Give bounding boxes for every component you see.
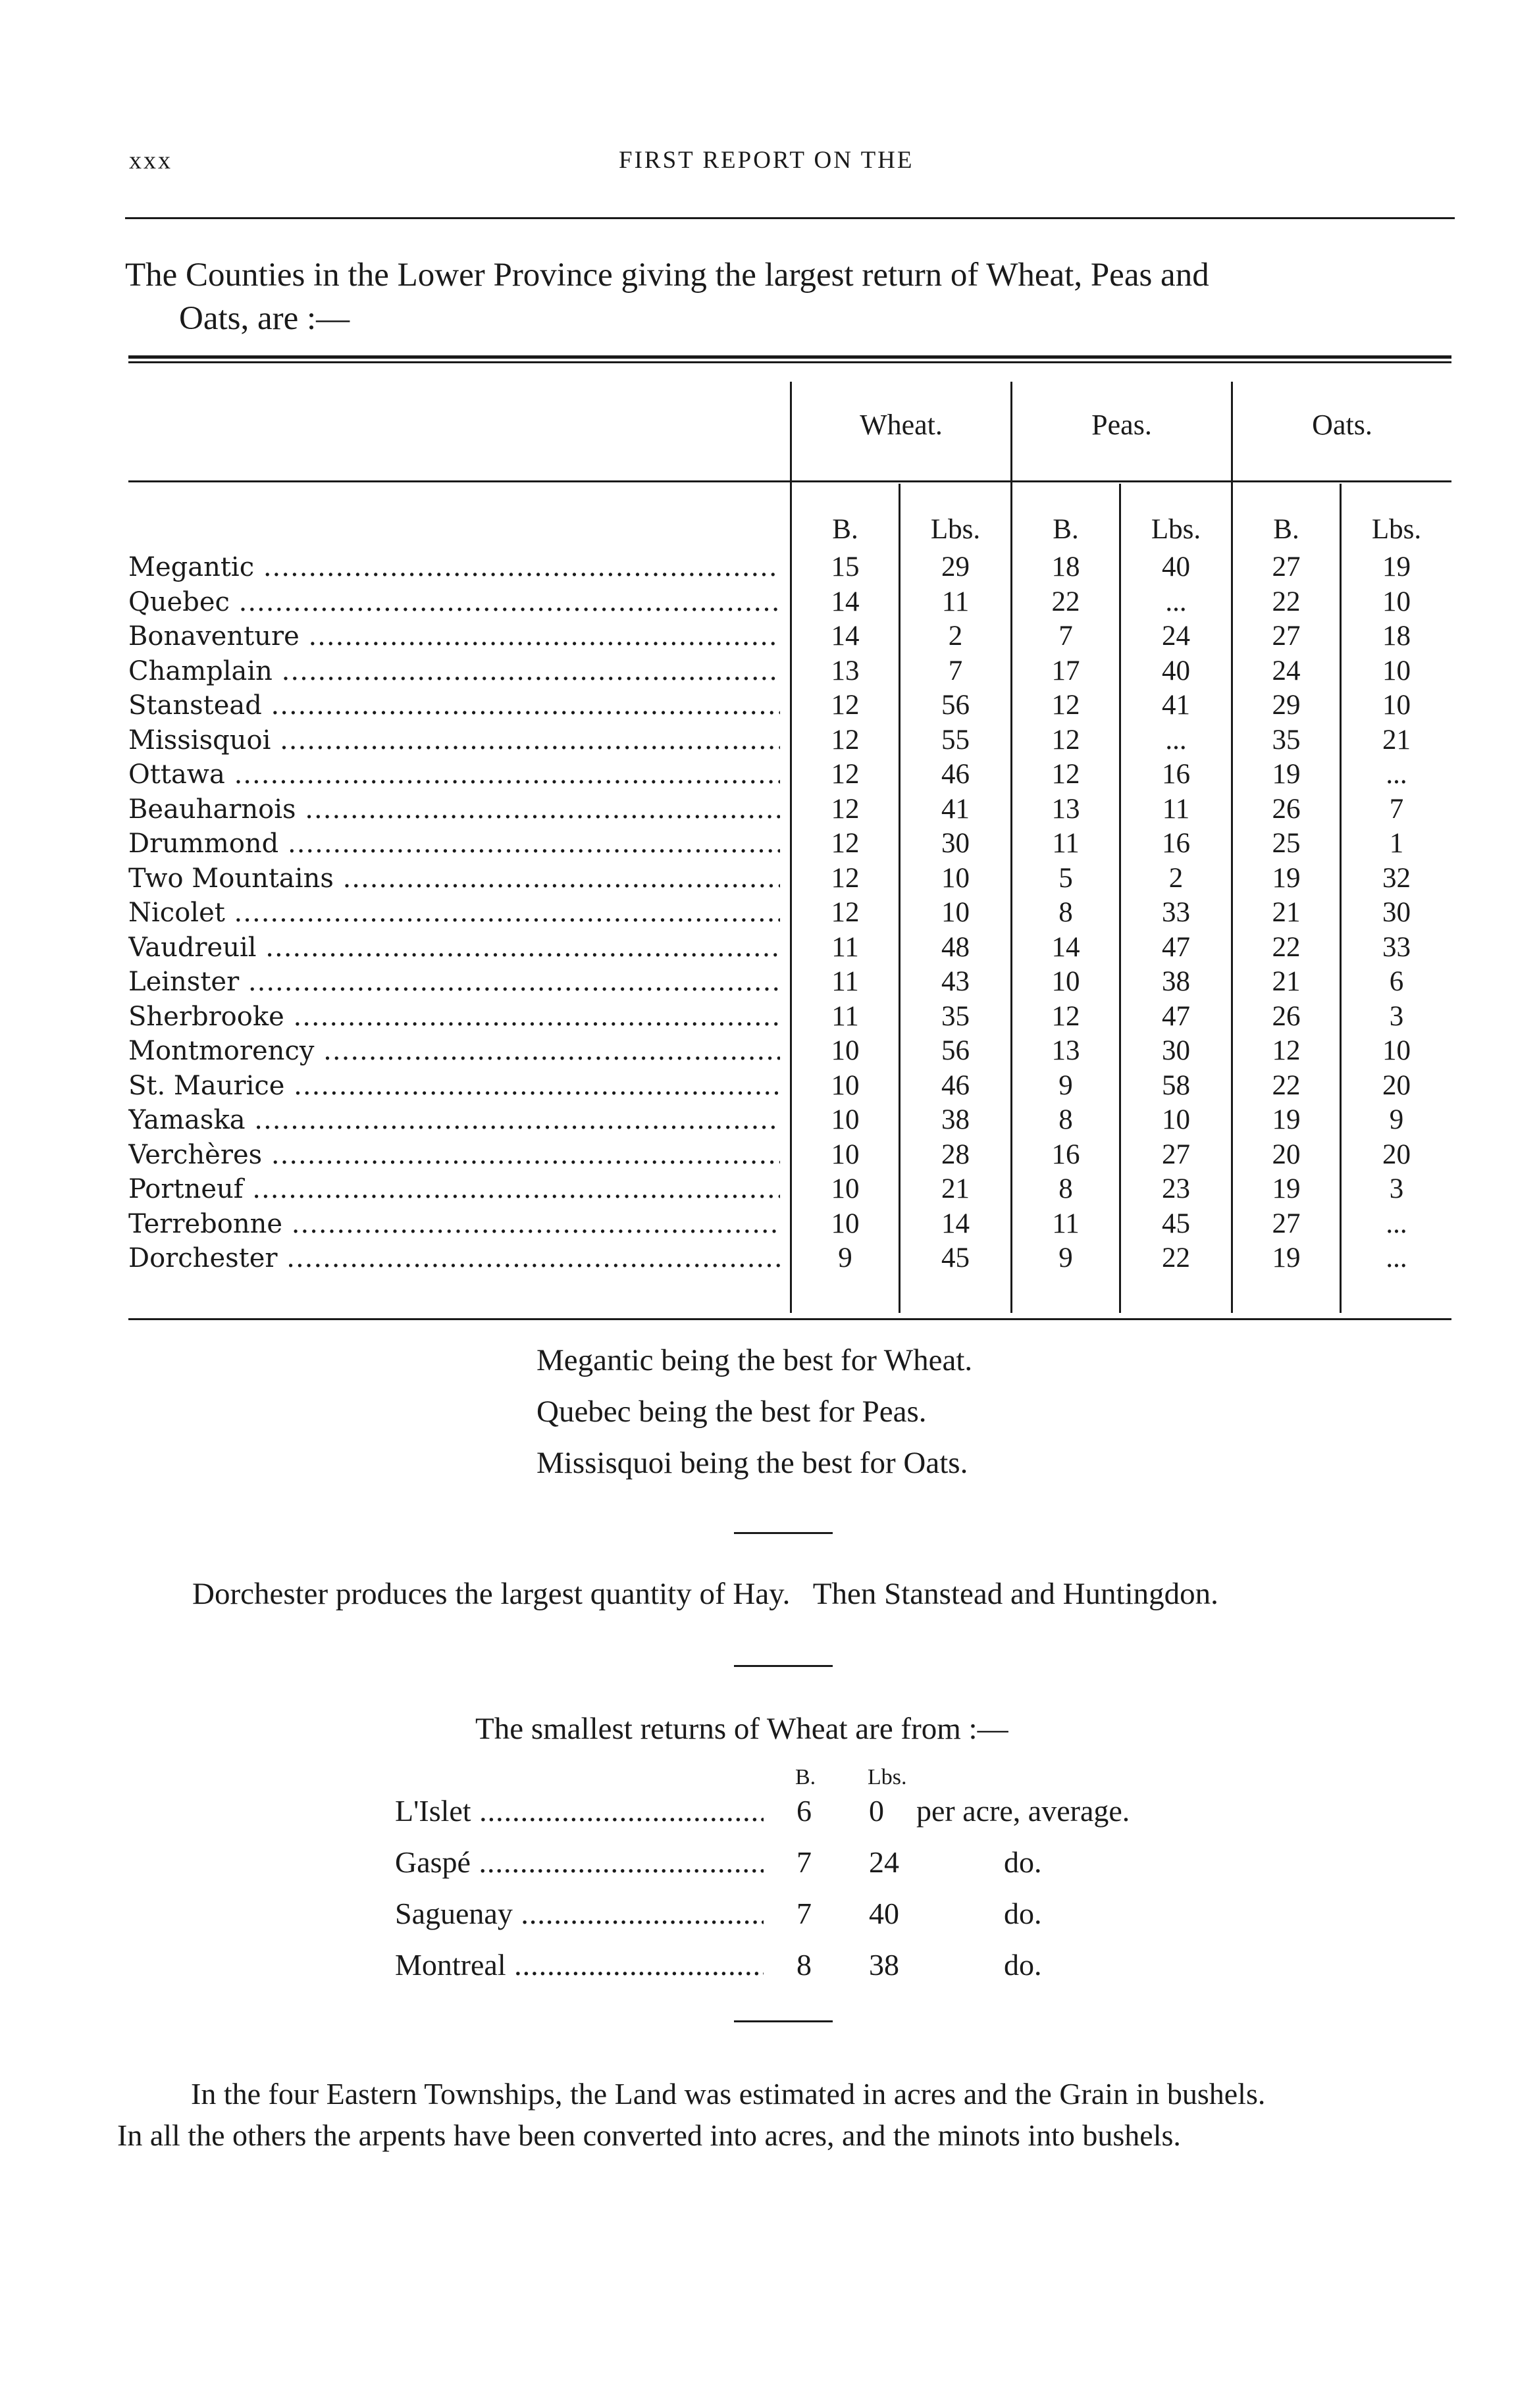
table-cell: ... bbox=[1386, 759, 1407, 790]
table-cell: 8 bbox=[1058, 1104, 1073, 1135]
smallest-county: L'Islet ..... bbox=[395, 1793, 764, 1828]
intro-paragraph bbox=[125, 253, 1461, 340]
table-cell: 19 bbox=[1382, 551, 1411, 582]
table-row bbox=[128, 1068, 1451, 1104]
smallest-col-b: B. bbox=[795, 1765, 816, 1789]
table-cell: 38 bbox=[941, 1104, 970, 1135]
table-cell: 20 bbox=[1382, 1069, 1411, 1101]
county-name: Verchères ..... bbox=[128, 1137, 780, 1173]
table-cell: 58 bbox=[1162, 1069, 1190, 1101]
county-name: Terrebonne ..... bbox=[128, 1206, 780, 1242]
county-name: Megantic ..... bbox=[128, 550, 780, 585]
table-cell: 21 bbox=[941, 1173, 970, 1204]
subheader-peas-lbs: Lbs. bbox=[1151, 514, 1201, 545]
table-top-rule-2 bbox=[128, 361, 1451, 363]
table-cell: 22 bbox=[1272, 586, 1301, 617]
smallest-county: Montreal ..... bbox=[395, 1947, 764, 1982]
table-cell: 12 bbox=[831, 862, 860, 894]
smallest-note: per acre, average. bbox=[916, 1794, 1130, 1828]
county-name: Yamaska ..... bbox=[128, 1102, 780, 1138]
crop-returns-table bbox=[128, 355, 1451, 1323]
table-cell: 10 bbox=[831, 1208, 860, 1239]
table-cell: 9 bbox=[1058, 1242, 1073, 1273]
smallest-bushels: 7 bbox=[796, 1897, 812, 1930]
table-row bbox=[128, 1241, 1451, 1276]
table-row bbox=[128, 1206, 1451, 1242]
table-cell: 12 bbox=[1051, 759, 1080, 790]
table-row bbox=[128, 826, 1451, 861]
table-cell: 33 bbox=[1162, 897, 1190, 928]
table-cell: 35 bbox=[941, 1000, 970, 1032]
table-cell: 12 bbox=[831, 690, 860, 721]
smallest-county: Gaspé ..... bbox=[395, 1845, 764, 1880]
header-wheat: Wheat. bbox=[860, 409, 943, 441]
smallest-note: do. bbox=[1004, 1845, 1042, 1879]
table-cell: 23 bbox=[1162, 1173, 1190, 1204]
subheader-wheat-b: B. bbox=[832, 514, 858, 545]
smallest-lbs: 0 bbox=[869, 1794, 884, 1828]
footer-line-2: In all the others the arpents have been converted into acres, and the minots into bushels. bbox=[117, 2118, 1181, 2152]
table-cell: ... bbox=[1165, 586, 1187, 617]
table-cell: 17 bbox=[1051, 655, 1080, 686]
section-divider bbox=[734, 1665, 833, 1667]
table-cell: ... bbox=[1386, 1242, 1407, 1273]
county-name: Leinster ..... bbox=[128, 964, 780, 1000]
table-cell: 22 bbox=[1051, 586, 1080, 617]
hay-note: Dorchester produces the largest quantity of Hay. Then Stanstead and Huntingdon. bbox=[192, 1577, 1218, 1611]
table-cell: 47 bbox=[1162, 931, 1190, 963]
table-row bbox=[128, 1137, 1451, 1173]
table-cell: 18 bbox=[1382, 621, 1411, 652]
table-cell: 30 bbox=[1162, 1035, 1190, 1066]
table-cell: 8 bbox=[1058, 897, 1073, 928]
table-bottom-rule bbox=[128, 1318, 1451, 1320]
smallest-lbs: 40 bbox=[869, 1897, 899, 1930]
table-cell: 3 bbox=[1389, 1173, 1404, 1204]
county-name: Beauharnois ..... bbox=[128, 792, 780, 827]
table-cell: 22 bbox=[1162, 1242, 1190, 1273]
table-cell: 13 bbox=[1051, 793, 1080, 825]
table-cell: 46 bbox=[941, 1069, 970, 1101]
intro-line-1: The Counties in the Lower Province giving the largest return of Wheat, Peas and bbox=[125, 257, 1209, 294]
table-cell: 46 bbox=[941, 759, 970, 790]
smallest-note: do. bbox=[1004, 1948, 1042, 1982]
table-row bbox=[128, 723, 1451, 758]
table-cell: 19 bbox=[1272, 1104, 1301, 1135]
table-cell: 10 bbox=[831, 1069, 860, 1101]
table-cell: 35 bbox=[1272, 724, 1301, 756]
table-cell: 10 bbox=[831, 1139, 860, 1170]
table-cell: 14 bbox=[1051, 931, 1080, 963]
table-cell: 32 bbox=[1382, 862, 1411, 894]
table-cell: 7 bbox=[1058, 621, 1073, 652]
table-cell: 10 bbox=[941, 862, 970, 894]
table-row bbox=[128, 550, 1451, 585]
county-name: Stanstead ..... bbox=[128, 688, 780, 723]
county-name: Portneuf ..... bbox=[128, 1171, 780, 1207]
smallest-lbs: 38 bbox=[869, 1948, 899, 1982]
table-cell: 41 bbox=[941, 793, 970, 825]
table-cell: 7 bbox=[1389, 793, 1404, 825]
subheader-oats-b: B. bbox=[1273, 514, 1299, 545]
table-cell: 47 bbox=[1162, 1000, 1190, 1032]
table-cell: 10 bbox=[1382, 586, 1411, 617]
table-cell: 56 bbox=[941, 1035, 970, 1066]
footer-line-1: In the four Eastern Townships, the Land was estimated in acres and the Grain in bushels. bbox=[191, 2077, 1266, 2111]
table-cell: 30 bbox=[941, 828, 970, 859]
table-cell: 11 bbox=[831, 966, 859, 997]
table-row bbox=[128, 757, 1451, 792]
table-cell: 26 bbox=[1272, 793, 1301, 825]
table-cell: 48 bbox=[941, 931, 970, 963]
table-cell: 21 bbox=[1272, 897, 1301, 928]
county-name: Two Mountains ..... bbox=[128, 861, 780, 896]
table-row bbox=[128, 653, 1451, 689]
table-cell: 10 bbox=[831, 1035, 860, 1066]
table-cell: 19 bbox=[1272, 1242, 1301, 1273]
county-name: Sherbrooke ..... bbox=[128, 999, 780, 1035]
table-cell: 30 bbox=[1382, 897, 1411, 928]
table-cell: 2 bbox=[1168, 862, 1184, 894]
table-cell: 10 bbox=[1162, 1104, 1190, 1135]
table-cell: 10 bbox=[1382, 655, 1411, 686]
table-cell: 6 bbox=[1389, 966, 1404, 997]
table-row bbox=[128, 1033, 1451, 1069]
table-cell: 56 bbox=[941, 690, 970, 721]
table-cell: 27 bbox=[1272, 621, 1301, 652]
table-cell: 10 bbox=[1382, 1035, 1411, 1066]
table-cell: 12 bbox=[831, 793, 860, 825]
table-cell: 11 bbox=[831, 931, 859, 963]
table-cell: 12 bbox=[831, 759, 860, 790]
table-cell: 45 bbox=[1162, 1208, 1190, 1239]
table-row bbox=[128, 1171, 1451, 1207]
table-cell: 26 bbox=[1272, 1000, 1301, 1032]
table-cell: 11 bbox=[831, 1000, 859, 1032]
smallest-county: Saguenay ..... bbox=[395, 1896, 764, 1931]
table-cell: 12 bbox=[831, 724, 860, 756]
intro-line-2: Oats, are :— bbox=[179, 300, 350, 337]
table-cell: 16 bbox=[1162, 759, 1190, 790]
header-oats: Oats. bbox=[1312, 409, 1372, 441]
table-cell: 25 bbox=[1272, 828, 1301, 859]
table-cell: 12 bbox=[831, 828, 860, 859]
table-cell: 40 bbox=[1162, 655, 1190, 686]
table-cell: 55 bbox=[941, 724, 970, 756]
table-cell: 27 bbox=[1272, 1208, 1301, 1239]
table-row bbox=[128, 861, 1451, 896]
table-cell: 29 bbox=[941, 551, 970, 582]
table-cell: 15 bbox=[831, 551, 860, 582]
county-name: Vaudreuil ..... bbox=[128, 930, 780, 965]
table-cell: 11 bbox=[1162, 793, 1190, 825]
table-cell: 3 bbox=[1389, 1000, 1404, 1032]
table-cell: 40 bbox=[1162, 551, 1190, 582]
table-cell: ... bbox=[1386, 1208, 1407, 1239]
page-number: xxx bbox=[129, 147, 172, 174]
table-row bbox=[128, 999, 1451, 1035]
table-cell: 12 bbox=[1051, 724, 1080, 756]
table-cell: 10 bbox=[1051, 966, 1080, 997]
table-cell: 14 bbox=[831, 621, 860, 652]
smallest-bushels: 6 bbox=[796, 1794, 812, 1828]
county-name: Quebec ..... bbox=[128, 584, 780, 620]
table-cell: 14 bbox=[941, 1208, 970, 1239]
table-cell: 13 bbox=[831, 655, 860, 686]
table-cell: 19 bbox=[1272, 862, 1301, 894]
table-cell: 10 bbox=[831, 1173, 860, 1204]
subheader-oats-lbs: Lbs. bbox=[1371, 514, 1422, 545]
table-cell: ... bbox=[1165, 724, 1187, 756]
county-name: Champlain ..... bbox=[128, 653, 780, 689]
table-cell: 24 bbox=[1162, 621, 1190, 652]
table-cell: 10 bbox=[941, 897, 970, 928]
county-name: St. Maurice ..... bbox=[128, 1068, 780, 1104]
table-cell: 11 bbox=[1052, 1208, 1080, 1239]
smallest-note: do. bbox=[1004, 1897, 1042, 1930]
table-cell: 7 bbox=[948, 655, 963, 686]
table-cell: 2 bbox=[948, 621, 963, 652]
table-cell: 1 bbox=[1389, 828, 1404, 859]
county-name: Bonaventure ..... bbox=[128, 619, 780, 654]
header-peas: Peas. bbox=[1091, 409, 1152, 441]
county-name: Missisquoi ..... bbox=[128, 723, 780, 758]
section-divider bbox=[734, 1532, 833, 1534]
table-row bbox=[128, 584, 1451, 620]
table-cell: 8 bbox=[1058, 1173, 1073, 1204]
table-cell: 28 bbox=[941, 1139, 970, 1170]
county-name: Nicolet ..... bbox=[128, 895, 780, 931]
county-name: Ottawa ..... bbox=[128, 757, 780, 792]
table-row bbox=[128, 619, 1451, 654]
section-divider bbox=[734, 2020, 833, 2022]
table-cell: 29 bbox=[1272, 690, 1301, 721]
header-rule bbox=[125, 217, 1455, 219]
table-cell: 16 bbox=[1051, 1139, 1080, 1170]
table-cell: 27 bbox=[1162, 1139, 1190, 1170]
table-cell: 10 bbox=[831, 1104, 860, 1135]
table-cell: 9 bbox=[1389, 1104, 1404, 1135]
table-cell: 38 bbox=[1162, 966, 1190, 997]
table-cell: 33 bbox=[1382, 931, 1411, 963]
table-cell: 13 bbox=[1051, 1035, 1080, 1066]
table-cell: 45 bbox=[941, 1242, 970, 1273]
table-row bbox=[128, 1102, 1451, 1138]
running-head: FIRST REPORT ON THE bbox=[619, 147, 914, 174]
table-cell: 22 bbox=[1272, 931, 1301, 963]
table-cell: 21 bbox=[1272, 966, 1301, 997]
county-name: Montmorency ..... bbox=[128, 1033, 780, 1069]
county-name: Dorchester ..... bbox=[128, 1241, 780, 1276]
smallest-col-lbs: Lbs. bbox=[868, 1765, 907, 1789]
table-cell: 12 bbox=[1051, 1000, 1080, 1032]
table-cell: 12 bbox=[1051, 690, 1080, 721]
table-cell: 20 bbox=[1382, 1139, 1411, 1170]
table-cell: 18 bbox=[1051, 551, 1080, 582]
table-cell: 16 bbox=[1162, 828, 1190, 859]
table-row bbox=[128, 930, 1451, 965]
table-cell: 41 bbox=[1162, 690, 1190, 721]
table-cell: 19 bbox=[1272, 759, 1301, 790]
smallest-lbs: 24 bbox=[869, 1845, 899, 1879]
table-row bbox=[128, 792, 1451, 827]
table-cell: 22 bbox=[1272, 1069, 1301, 1101]
table-cell: 11 bbox=[941, 586, 970, 617]
table-cell: 10 bbox=[1382, 690, 1411, 721]
table-cell: 12 bbox=[831, 897, 860, 928]
table-row bbox=[128, 895, 1451, 931]
table-cell: 21 bbox=[1382, 724, 1411, 756]
table-row bbox=[128, 964, 1451, 1000]
table-cell: 9 bbox=[838, 1242, 852, 1273]
best-wheat-note: Megantic being the best for Wheat. bbox=[536, 1343, 973, 1377]
table-cell: 14 bbox=[831, 586, 860, 617]
table-cell: 12 bbox=[1272, 1035, 1301, 1066]
smallest-bushels: 7 bbox=[796, 1845, 812, 1879]
table-cell: 24 bbox=[1272, 655, 1301, 686]
table-top-rule bbox=[128, 355, 1451, 359]
table-cell: 27 bbox=[1272, 551, 1301, 582]
table-cell: 19 bbox=[1272, 1173, 1301, 1204]
county-name: Drummond ..... bbox=[128, 826, 780, 861]
table-cell: 5 bbox=[1058, 862, 1073, 894]
subheader-wheat-lbs: Lbs. bbox=[930, 514, 981, 545]
smallest-bushels: 8 bbox=[796, 1948, 812, 1982]
best-oats-note: Missisquoi being the best for Oats. bbox=[536, 1446, 968, 1480]
table-cell: 9 bbox=[1058, 1069, 1073, 1101]
table-cell: 43 bbox=[941, 966, 970, 997]
table-cell: 11 bbox=[1052, 828, 1080, 859]
best-peas-note: Quebec being the best for Peas. bbox=[536, 1395, 927, 1429]
smallest-title: The smallest returns of Wheat are from :— bbox=[475, 1712, 1008, 1746]
table-row bbox=[128, 688, 1451, 723]
subheader-peas-b: B. bbox=[1053, 514, 1079, 545]
table-cell: 20 bbox=[1272, 1139, 1301, 1170]
